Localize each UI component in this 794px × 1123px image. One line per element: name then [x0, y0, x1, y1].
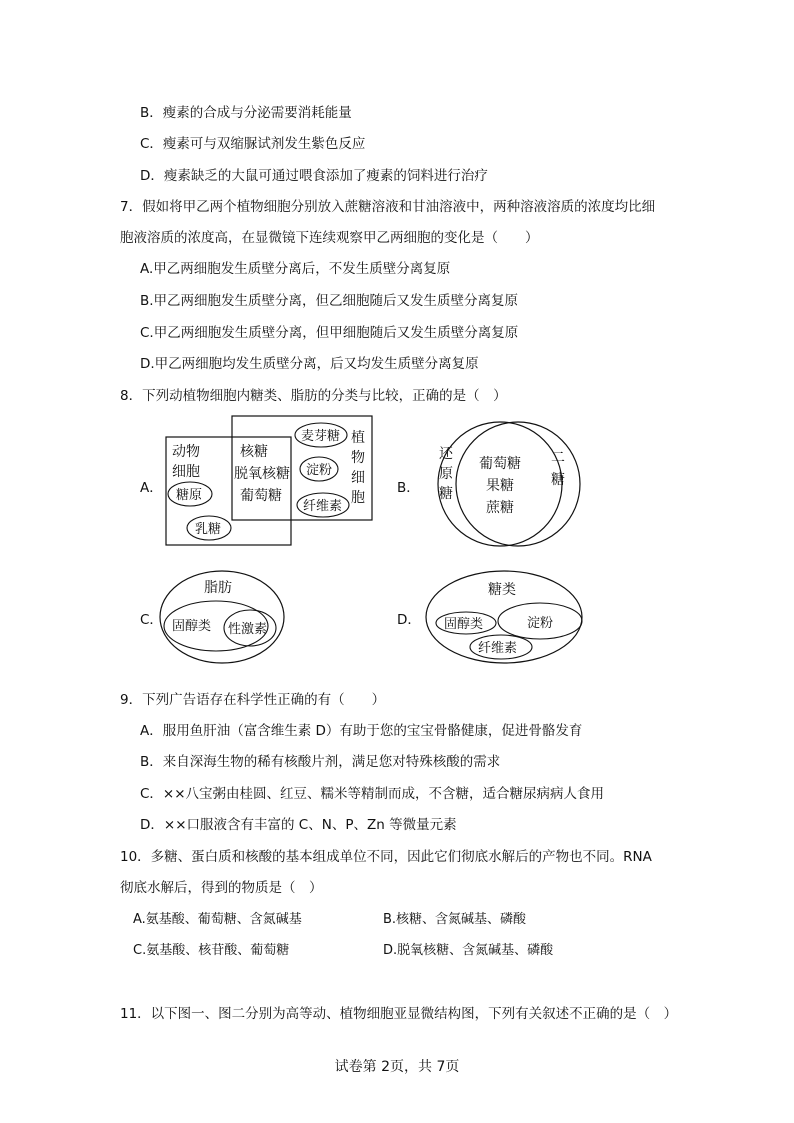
q6-option-d: D．瘦素缺乏的大鼠可通过喂食添加了瘦素的饲料进行治疗: [140, 168, 488, 184]
q8-diagram-d: [424, 568, 594, 666]
starch-label: 淀粉: [306, 463, 333, 478]
q8-stem: 8．下列动植物细胞内糖类、脂肪的分类与比较，正确的是（ ）: [120, 388, 507, 404]
q8-label-a: A．: [140, 480, 163, 496]
maltose-label: 麦芽糖: [301, 429, 341, 444]
q9-option-b: B．来自深海生物的稀有核酸片剂，满足您对特殊核酸的需求: [140, 754, 501, 770]
q8-label-c: C．: [140, 612, 163, 628]
q7-option-d: D.甲乙两细胞均发生质壁分离，后又均发生质壁分离复原: [140, 356, 479, 372]
q10-stem-line2: 彻底水解后，得到的物质是（ ）: [120, 880, 323, 896]
q6-option-b: B．瘦素的合成与分泌需要消耗能量: [140, 105, 352, 121]
q9-option-a: A．服用鱼肝油（富含维生素 D）有助于您的宝宝骨骼健康，促进骨骼发育: [140, 723, 583, 739]
sugar-label: 糖类: [488, 582, 516, 598]
cellulose-label: 纤维素: [303, 499, 343, 514]
animal-cell-label-2: 细胞: [172, 464, 200, 480]
sterol-label: 固醇类: [172, 619, 212, 634]
q7-stem-line2: 胞液溶质的浓度高，在显微镜下连续观察甲乙两细胞的变化是（ ）: [120, 230, 539, 246]
starch-label: 淀粉: [527, 616, 554, 631]
q7-option-a: A.甲乙两细胞发生质壁分离后，不发生质壁分离复原: [140, 261, 451, 277]
fructose-label: 果糖: [486, 478, 514, 494]
q8-diagram-c: [158, 568, 298, 666]
disaccharide-label-2: 糖: [551, 472, 565, 488]
reducing-label-2: 原: [439, 466, 453, 482]
lactose-label: 乳糖: [195, 522, 222, 537]
animal-cell-label-1: 动物: [172, 444, 200, 460]
plant-cell-label-2: 物: [351, 450, 365, 466]
reducing-label-3: 糖: [439, 486, 453, 502]
page-footer: 试卷第 2页，共 7页: [334, 1059, 460, 1075]
plant-cell-label-4: 胞: [351, 490, 365, 506]
q10-option-b: B.核糖、含氮碱基、磷酸: [383, 912, 527, 927]
q7-stem-line1: 7．假如将甲乙两个植物细胞分别放入蔗糖溶液和甘油溶液中，两种溶液溶质的浓度均比细: [120, 199, 656, 215]
fat-label: 脂肪: [204, 580, 232, 596]
sex-hormone-label: 性激素: [228, 622, 268, 637]
plant-cell-label-1: 植: [351, 430, 365, 446]
q10-stem-line1: 10．多糖、蛋白质和核酸的基本组成单位不同，因此它们彻底水解后的产物也不同。RNA: [120, 849, 652, 865]
q7-option-b: B.甲乙两细胞发生质壁分离，但乙细胞随后又发生质壁分离复原: [140, 293, 519, 309]
q9-option-c: C．××八宝粥由桂圆、红豆、糯米等精制而成，不含糖，适合糖尿病病人食用: [140, 786, 605, 802]
reducing-label-1: 还: [439, 446, 453, 462]
q8-label-d: D．: [397, 612, 421, 628]
q10-option-c: C.氨基酸、核苷酸、葡萄糖: [133, 943, 290, 958]
glycogen-label: 糖原: [176, 488, 203, 503]
glucose-label: 葡萄糖: [240, 488, 282, 504]
plant-cell-label-3: 细: [351, 470, 365, 486]
disaccharide-label-1: 二: [551, 450, 565, 466]
q9-stem: 9．下列广告语存在科学性正确的有（ ）: [120, 692, 386, 708]
q7-option-c: C.甲乙两细胞发生质壁分离，但甲细胞随后又发生质壁分离复原: [140, 325, 519, 341]
deoxyribose-label: 脱氧核糖: [234, 466, 290, 482]
q10-option-a: A.氨基酸、葡萄糖、含氮碱基: [133, 912, 302, 927]
q10-option-d: D.脱氧核糖、含氮碱基、磷酸: [383, 943, 554, 958]
sucrose-label: 蔗糖: [486, 500, 514, 516]
q8-diagram-b: [418, 418, 593, 550]
q9-option-d: D．××口服液含有丰富的 C、N、P、Zn 等微量元素: [140, 817, 457, 833]
q8-diagram-a: [160, 410, 380, 550]
ribose-label: 核糖: [240, 444, 268, 460]
q11-stem: 11．以下图一、图二分别为高等动、植物细胞亚显微结构图，下列有关叙述不正确的是（ ）: [120, 1006, 678, 1022]
sterol-label: 固醇类: [444, 617, 484, 632]
q6-option-c: C．瘦素可与双缩脲试剂发生紫色反应: [140, 136, 366, 152]
q8-label-b: B．: [397, 480, 420, 496]
cellulose-label: 纤维素: [478, 641, 518, 656]
glucose-label: 葡萄糖: [479, 456, 521, 472]
